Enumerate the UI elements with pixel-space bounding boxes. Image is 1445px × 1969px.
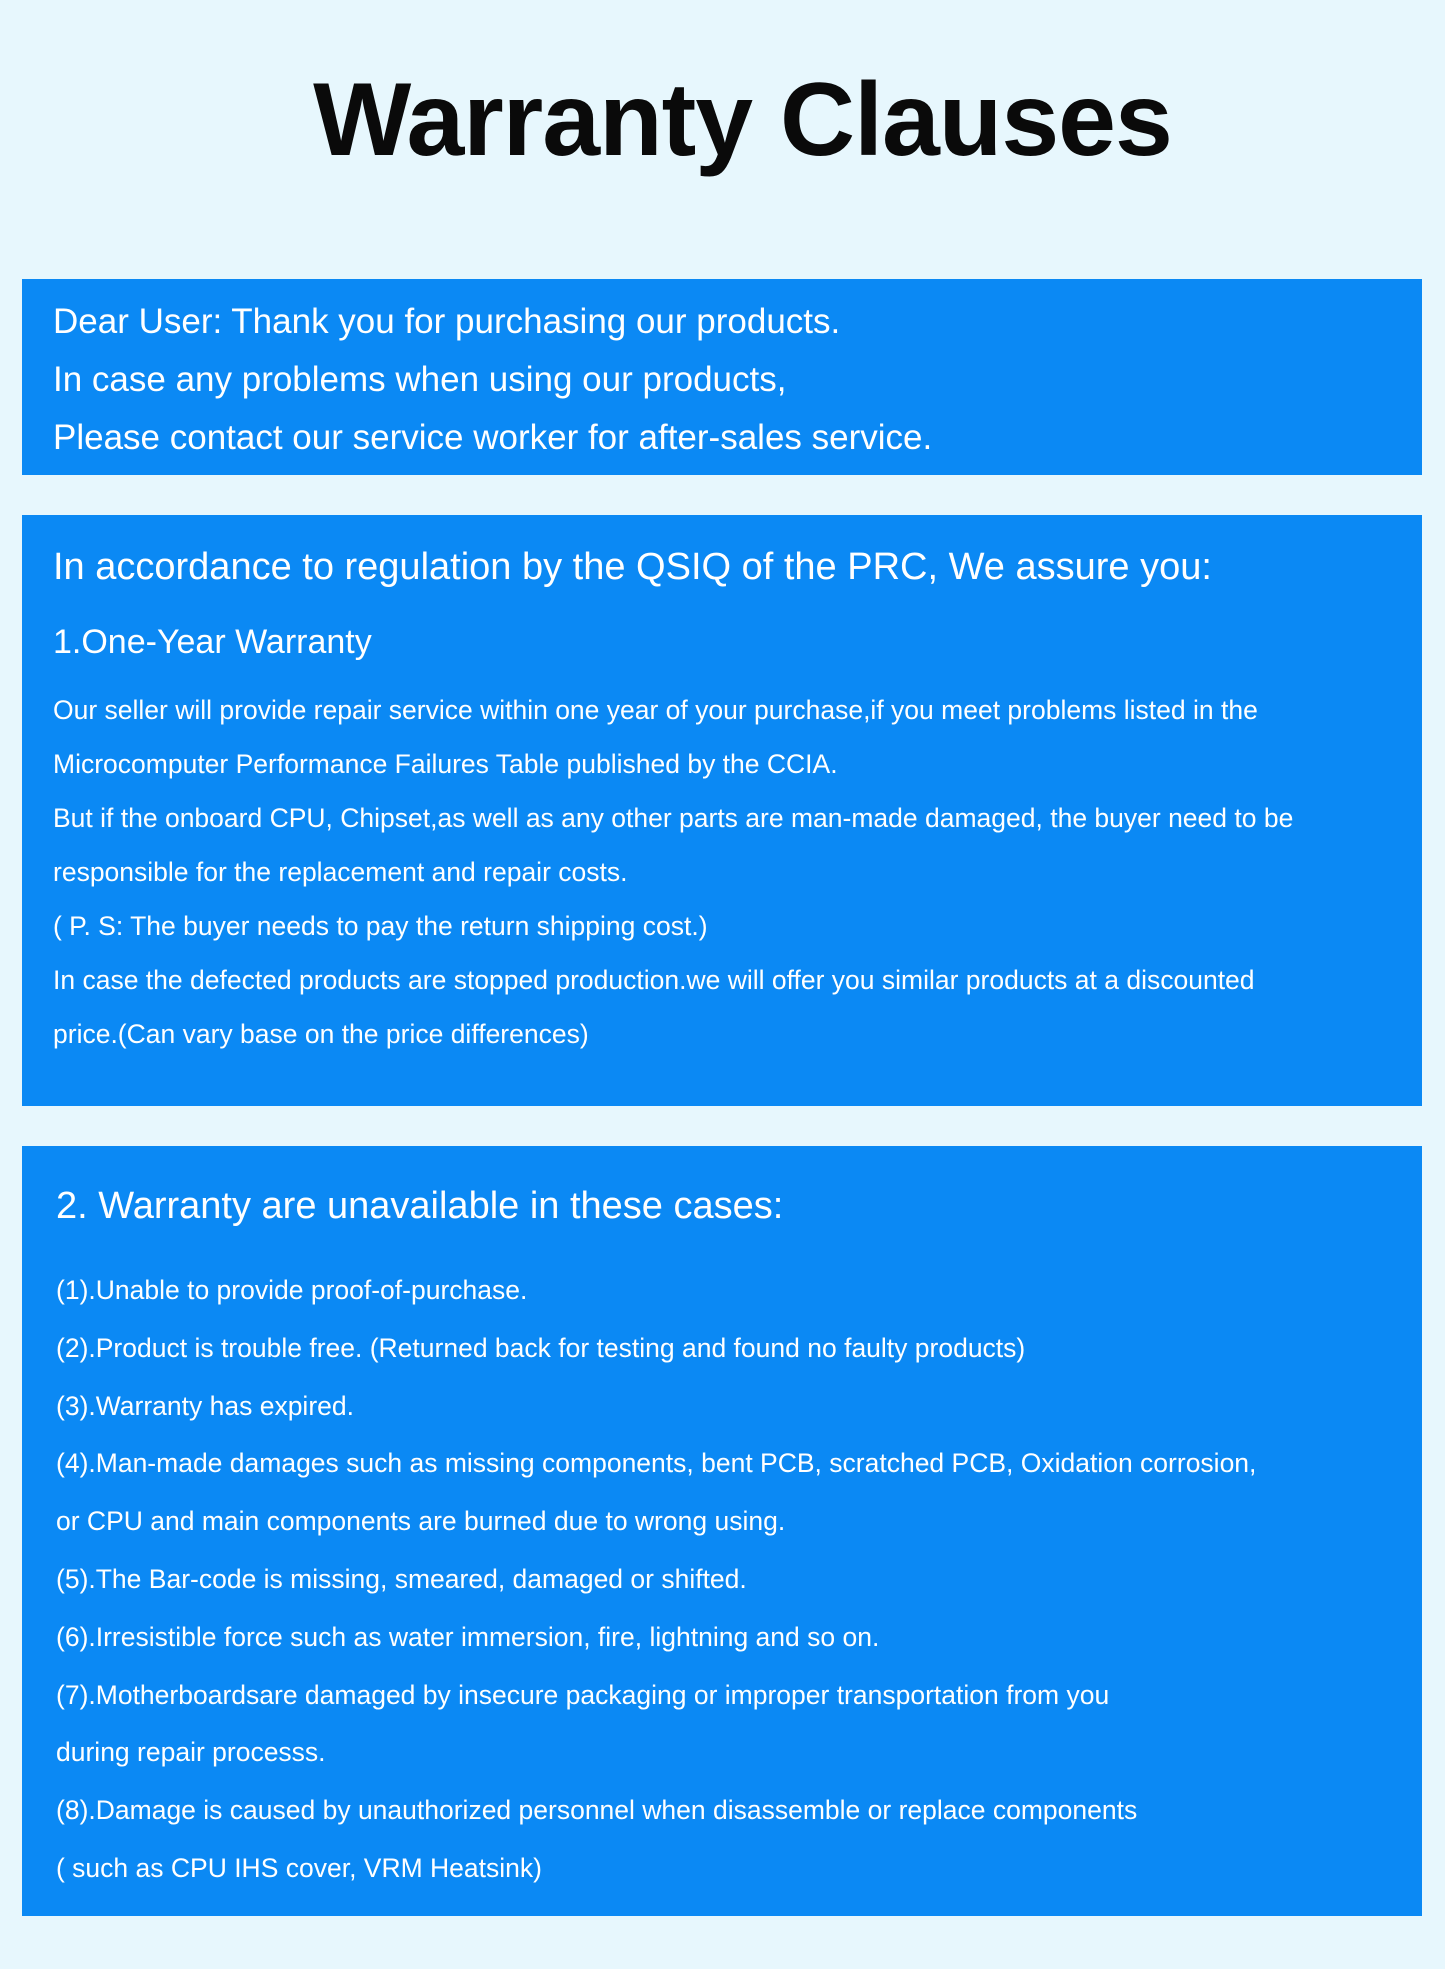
intro-panel [22,279,1422,475]
assurance-line: price.(Can vary base on the price differences) [53,1019,589,1049]
intro-line: Dear User: Thank you for purchasing our products. [53,302,841,341]
assurance-text [53,683,1422,1061]
exclusion-item: during repair processs. [56,1737,326,1768]
exclusion-item: (1).Unable to provide proof-of-purchase. [56,1275,528,1305]
exclusion-item: or CPU and main components are burned due to wrong using. [56,1506,786,1537]
page-title: Warranty Clauses [313,62,1172,178]
assurance-heading: In accordance to regulation by the QSIQ of the PRC, We assure you: [53,546,1212,588]
exclusion-item: (7).Motherboardsare damaged by insecure packaging or improper transportation from you [56,1679,1110,1710]
exclusion-item: ( such as CPU IHS cover, VRM Heatsink) [56,1852,542,1883]
assurance-line: But if the onboard CPU, Chipset,as well as any other parts are man-made damaged, the buyer need to be [53,803,1294,833]
assurance-line: In case the defected products are stopped production.we will offer you similar products at a discounted [53,965,1255,995]
exclusion-item: (5).The Bar-code is missing, smeared, damaged or shifted. [56,1563,747,1594]
exclusions-list [56,1262,1422,1898]
one-year-warranty-heading: 1.One-Year Warranty [53,623,372,661]
assurance-line: Our seller will provide repair service within one year of your purchase,if you meet problems listed in the [53,695,1258,725]
exclusions-heading: 2. Warranty are unavailable in these cases: [56,1185,784,1227]
exclusion-item: (6).Irresistible force such as water immersion, fire, lightning and so on. [56,1621,880,1652]
exclusion-item: (3).Warranty has expired. [56,1390,354,1421]
intro-line: In case any problems when using our products, [53,360,787,399]
assurance-panel [22,515,1422,1106]
assurance-line: Microcomputer Performance Failures Table published by the CCIA. [53,749,838,779]
exclusion-item: (4).Man-made damages such as missing components, bent PCB, scratched PCB, Oxidation corrosion, [56,1448,1257,1479]
assurance-line: responsible for the replacement and repair costs. [53,857,628,887]
assurance-line: ( P. S: The buyer needs to pay the return shipping cost.) [53,911,708,941]
exclusion-item: (2).Product is trouble free. (Returned back for testing and found no faulty products) [56,1332,1026,1363]
intro-line: Please contact our service worker for after-sales service. [53,418,933,457]
exclusion-item: (8).Damage is caused by unauthorized personnel when disassemble or replace components [56,1795,1138,1826]
exclusions-panel [22,1146,1422,1916]
